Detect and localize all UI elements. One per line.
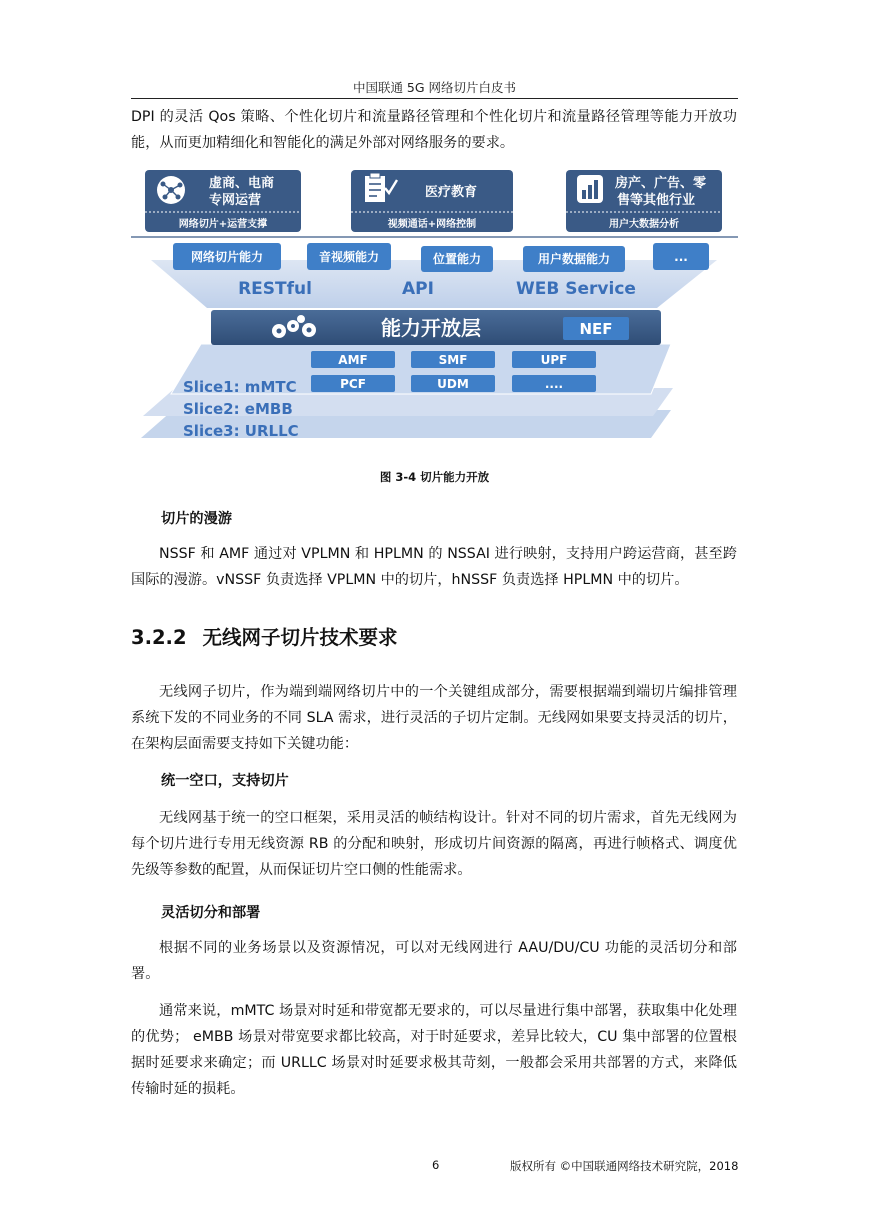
card-3-title-1: 房产、广告、零	[615, 176, 707, 191]
section-heading	[131, 622, 398, 650]
capability-exposure-diagram	[131, 166, 738, 446]
ran-paragraph: 无线网子切片，作为端到端网络切片中的一个关键组成部分，需要根据端到端切片编排管理系统下发的不同业务的不同 SLA 需求，进行灵活的子切片定制。无线网如果要支持灵活的切片，在架构层面需要支持如下关键功能：	[131, 684, 737, 752]
exposure-layer-label: 能力开放层	[381, 316, 481, 340]
capability-3: 位置能力	[432, 252, 482, 266]
section-title: 无线网子切片技术要求	[202, 626, 398, 649]
api-label-web-service: WEB Service	[516, 279, 636, 299]
top-card-3	[566, 170, 722, 232]
card-1-title-1: 虚商、电商	[209, 176, 275, 191]
intro-paragraph: DPI 的灵活 Qos 策略、个性化切片和流量路径管理和个性化切片和流量路径管理等能力开放功能，从而更加精细化和智能化的满足外部对网络服务的要求。	[131, 109, 737, 151]
split-paragraph: 根据不同的业务场景以及资源情况，可以对无线网进行 AAU/DU/CU 功能的灵活切分和部署。	[131, 940, 737, 982]
nef-label: NEF	[579, 320, 613, 338]
roaming-paragraph: NSSF 和 AMF 通过对 VPLMN 和 HPLMN 的 NSSAI 进行映射，支持用户跨运营商，甚至跨国际的漫游。vNSSF 负责选择 VPLMN 中的切片，hNSSF 负责选择 HPLMN 中的切片。	[131, 546, 737, 588]
api-label-restful: RESTful	[238, 279, 312, 299]
deploy-paragraph: 通常来说，mMTC 场景对时延和带宽都无要求的，可以尽量进行集中部署，获取集中化处理的优势； eMBB 场景对带宽要求都比较高，对于时延要求，差异比较大，CU 集中部署的位置根据时延要求来确定；而 URLLC 场景对时延要求极其苛刻，一般都会采用共部署的方式，来降低传输时延的损耗。	[131, 1003, 737, 1097]
card-3-subtitle: 用户大数据分析	[609, 219, 679, 230]
nf-smf: SMF	[438, 353, 468, 367]
nf-upf: UPF	[540, 353, 568, 367]
nf-udm: UDM	[437, 377, 469, 391]
top-card-2	[351, 170, 513, 232]
air-interface-paragraph: 无线网基于统一的空口框架，采用灵活的帧结构设计。针对不同的切片需求，首先无线网为每个切片进行专用无线资源 RB 的分配和映射，形成切片间资源的隔离，再进行帧格式、调度优先级等参数的配置，从而保证切片空口侧的性能需求。	[131, 810, 737, 878]
slice-label-2: Slice2: eMBB	[183, 400, 293, 418]
nf-amf: AMF	[338, 353, 368, 367]
running-header: 中国联通 5G 网络切片白皮书	[352, 80, 517, 95]
card-2-subtitle: 视频通话+网络控制	[387, 219, 477, 230]
nf-more: ....	[544, 377, 564, 391]
slice-label-1: Slice1: mMTC	[183, 378, 297, 396]
air-interface-heading: 统一空口，支持切片	[161, 773, 289, 789]
card-1-title-2: 专网运营	[209, 193, 262, 208]
roaming-heading: 切片的漫游	[161, 511, 232, 527]
capability-1: 网络切片能力	[190, 250, 264, 264]
card-3-title-2: 售等其他行业	[617, 193, 696, 208]
split-heading: 灵活切分和部署	[161, 905, 261, 921]
card-2-title-1: 医疗教育	[425, 185, 478, 200]
capability-2: 音视频能力	[318, 250, 380, 264]
capability-4: 用户数据能力	[537, 252, 611, 266]
section-number: 3.2.2	[131, 626, 187, 649]
nf-pcf: PCF	[340, 377, 366, 391]
figure-caption: 图 3-4 切片能力开放	[379, 470, 490, 484]
slice-label-3: Slice3: URLLC	[183, 422, 299, 440]
api-label-api: API	[402, 279, 434, 299]
page-number: 6	[432, 1158, 440, 1172]
header-rule	[131, 98, 738, 99]
bar-chart-icon	[577, 175, 603, 203]
copyright: 版权所有 ©中国联通网络技术研究院，2018	[510, 1159, 739, 1173]
card-1-subtitle: 网络切片+运营支撑	[178, 219, 268, 230]
capability-5: ...	[674, 250, 688, 264]
top-card-1	[145, 170, 301, 232]
